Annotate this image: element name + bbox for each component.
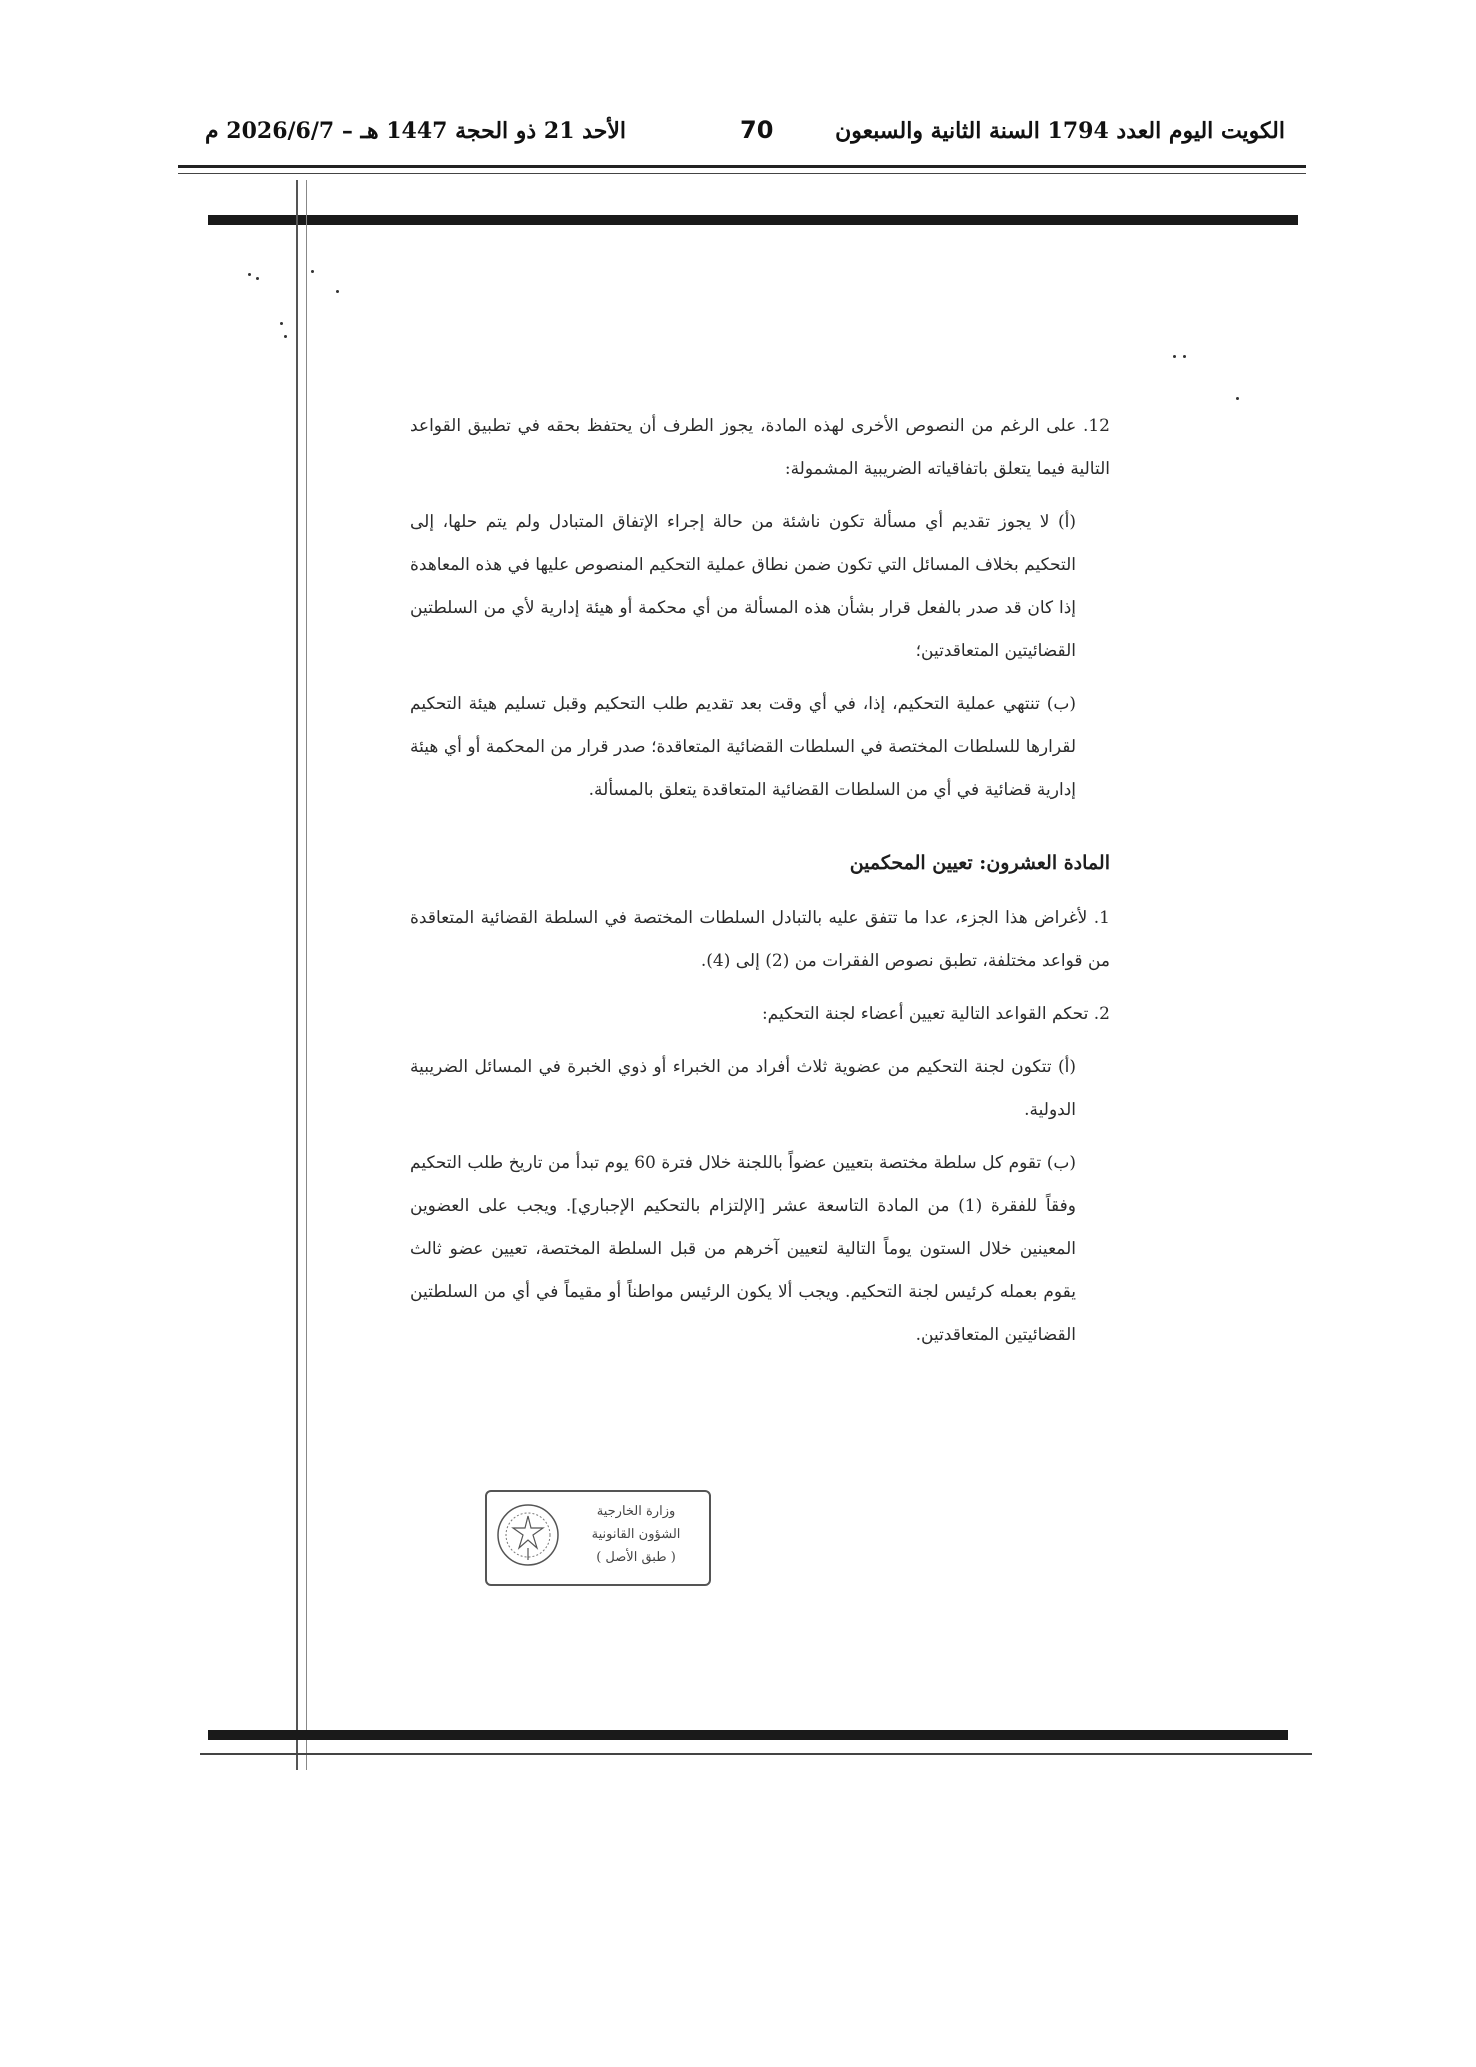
scan-speck (280, 322, 283, 325)
scan-top-border (208, 215, 1298, 225)
scan-bottom-border (208, 1730, 1288, 1740)
ministry-stamp (485, 1490, 711, 1586)
scan-speck (1236, 397, 1239, 400)
article-20-para-2-item-a: (أ) تتكون لجنة التحكيم من عضوية ثلاث أفراد من الخبراء أو ذوي الخبرة في المسائل الضريبية الدولية. (410, 1057, 1076, 1120)
scan-speck (284, 335, 287, 338)
stamp-department: الشؤون القانونية (591, 1527, 681, 1542)
scan-left-margin-line (296, 180, 298, 1770)
page-number: 70 (740, 116, 774, 144)
header-rule-thick (178, 165, 1306, 168)
issue-date: الأحد 21 ذو الحجة 1447 هـ – 2026/6/7 م (205, 118, 626, 144)
clause-12-item-a: (أ) لا يجوز تقديم أي مسألة تكون ناشئة من حالة إجراء الإتفاق المتبادل ولم يتم حلها، إلى التحكيم بخلاف المسائل التي تكون ضمن نطاق عملية التحكيم المنصوص عليها في هذه المعاهدة إذا كان قد صدر بالفعل قرار بشأن هذه المسألة من أي محكمة أو هيئة إدارية لأي من السلطتين القضائيتين المتعاقدتين؛ (410, 512, 1076, 661)
scan-left-margin-line-inner (306, 180, 307, 1770)
article-20-heading: المادة العشرون: تعيين المحكمين (849, 852, 1110, 874)
scan-speck (1183, 355, 1186, 358)
publication-title: الكويت اليوم العدد 1794 السنة الثانية والسبعون (835, 118, 1285, 144)
header-rule-thin (178, 173, 1306, 174)
stamp-ministry-name: وزارة الخارجية (596, 1504, 676, 1519)
clause-12-item-b: (ب) تنتهي عملية التحكيم، إذا، في أي وقت بعد تقديم طلب التحكيم وقبل تسليم هيئة التحكيم لقرارها للسلطات المختصة في السلطات القضائية المتعاقدة؛ صدر قرار من المحكمة أو أي هيئة إدارية قضائية في أي من السلطات القضائية المتعاقدة يتعلق بالمسألة. (410, 694, 1076, 800)
scan-speck (336, 290, 339, 293)
clause-12-intro: 12. على الرغم من النصوص الأخرى لهذه المادة، يجوز الطرف أن يحتفظ بحقه في تطبيق القواعد التالية فيما يتعلق باتفاقياته الضريبية المشمولة: (410, 416, 1110, 479)
ministry-seal-icon (495, 1502, 561, 1568)
article-20-para-1: 1. لأغراض هذا الجزء، عدا ما تتفق عليه بالتبادل السلطات المختصة في السلطة القضائية المتعاقدة من قواعد مختلفة، تطبق نصوص الفقرات من (2) إلى (4). (410, 908, 1110, 971)
stamp-certification: ( طبق الأصل ) (596, 1550, 676, 1565)
scan-speck (256, 277, 259, 280)
article-20-para-2: 2. تحكم القواعد التالية تعيين أعضاء لجنة التحكيم: (761, 1004, 1110, 1024)
scan-speck (1173, 355, 1176, 358)
article-20-para-2-item-b: (ب) تقوم كل سلطة مختصة بتعيين عضواً باللجنة خلال فترة 60 يوم تبدأ من تاريخ طلب التحكيم وفقاً للفقرة (1) من المادة التاسعة عشر [الإلتزام بالتحكيم الإجباري]. ويجب على العضوين المعينين خلال الستون يوماً التالية لتعيين آخرهم من قبل السلطة المختصة، تعيين عضو ثالث يقوم بعمله كرئيس لجنة التحكيم. ويجب ألا يكون الرئيس مواطناً أو مقيماً في أي من السلطتين القضائيتين المتعاقدتين. (410, 1153, 1076, 1345)
scan-speck (311, 270, 314, 273)
page-header (205, 118, 1285, 158)
scan-speck (248, 273, 251, 276)
scan-bottom-rule (200, 1753, 1312, 1755)
document-body (410, 405, 1110, 1367)
